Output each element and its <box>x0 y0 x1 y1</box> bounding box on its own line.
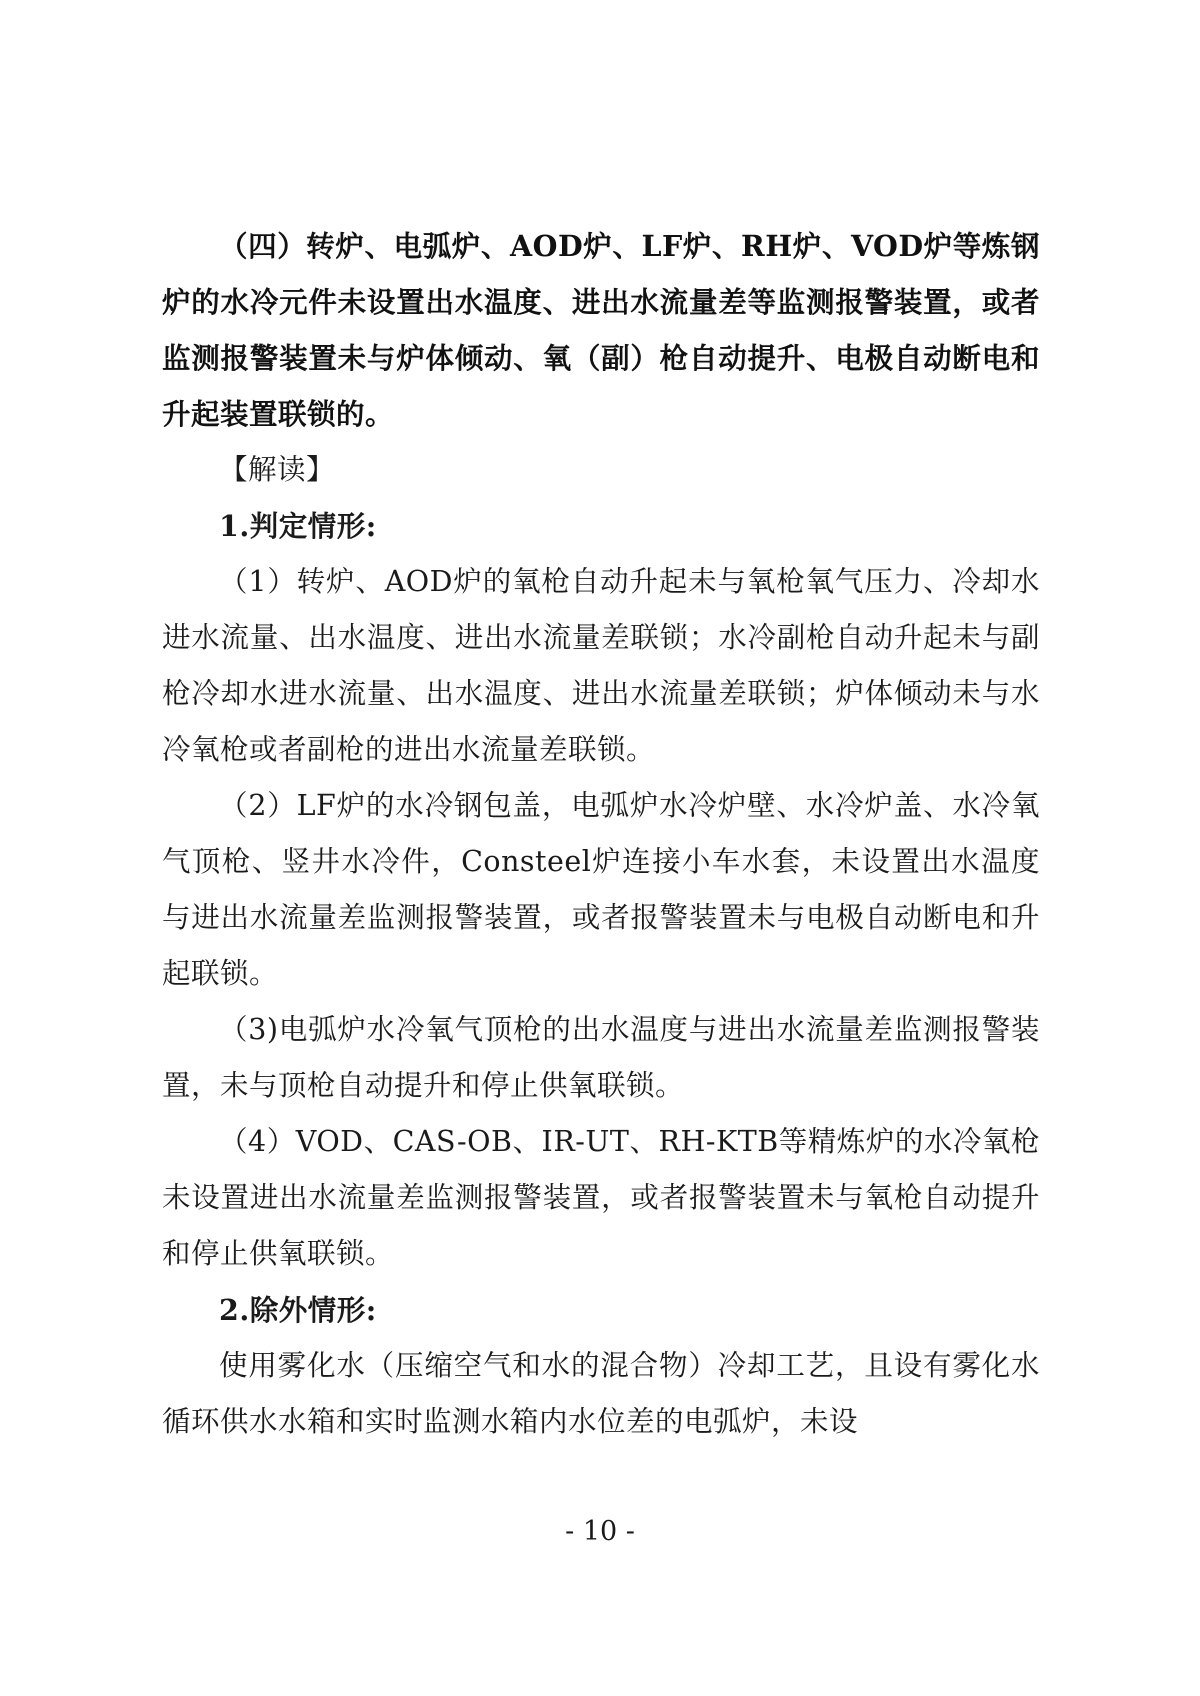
section1-item-3: （3)电弧炉水冷氧气顶枪的出水温度与进出水流量差监测报警装置，未与顶枪自动提升和停止供氧联锁。 <box>162 1013 1040 1102</box>
document-body <box>162 218 1040 1450</box>
clause-heading: （四）转炉、电弧炉、AOD炉、LF炉、RH炉、VOD炉等炼钢炉的水冷元件未设置出水温度、进出水流量差等监测报警装置，或者监测报警装置未与炉体倾动、氧（副）枪自动提升、电极自动断电和升起装置联锁的。 <box>162 229 1040 431</box>
section1-item-4: （4）VOD、CAS-OB、IR-UT、RH-KTB等精炼炉的水冷氧枪未设置进出水流量差监测报警装置，或者报警装置未与氧枪自动提升和停止供氧联锁。 <box>162 1125 1040 1270</box>
page-number: - 10 - <box>565 1516 635 1547</box>
section1-title: 1.判定情形: <box>219 509 377 543</box>
section2-text: 使用雾化水（压缩空气和水的混合物）冷却工艺，且设有雾化水循环供水水箱和实时监测水箱内水位差的电弧炉，未设 <box>162 1349 1040 1438</box>
section1-item-2: （2）LF炉的水冷钢包盖，电弧炉水冷炉壁、水冷炉盖、水冷氧气顶枪、竖井水冷件，Consteel炉连接小车水套，未设置出水温度与进出水流量差监测报警装置，或者报警装置未与电极自动断电和升起联锁。 <box>162 789 1040 990</box>
interpretation-label: 【解读】 <box>219 453 336 486</box>
section2-title: 2.除外情形: <box>219 1293 377 1327</box>
section1-item-1: （1）转炉、AOD炉的氧枪自动升起未与氧枪氧气压力、冷却水进水流量、出水温度、进出水流量差联锁；水冷副枪自动升起未与副枪冷却水进水流量、出水温度、进出水流量差联锁；炉体倾动未与水冷氧枪或者副枪的进出水流量差联锁。 <box>162 565 1040 766</box>
